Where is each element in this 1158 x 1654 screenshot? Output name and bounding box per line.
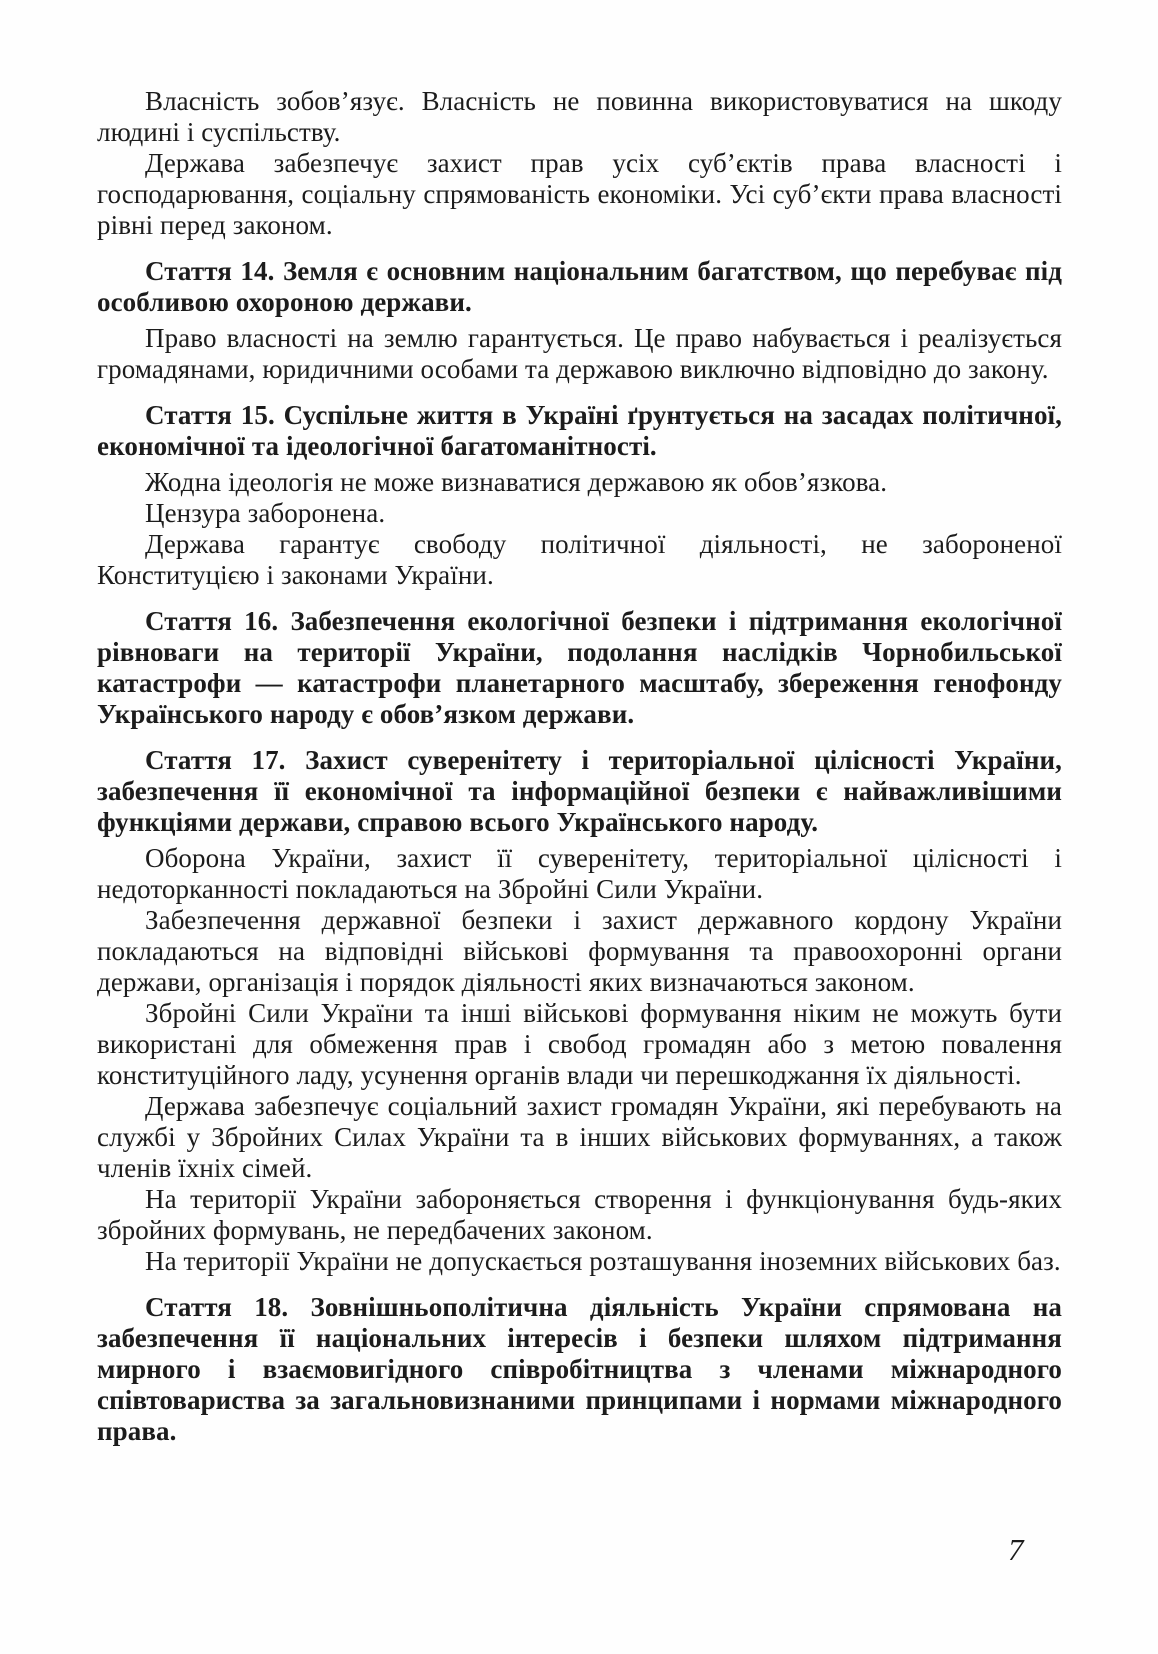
article-heading: Стаття 16. Забезпечення екологічної безпеки і підтримання екологічної рівноваги на території України, подолання наслідків Чорнобильської катастрофи — катастрофи планетарного масштабу, збереження генофонду Українського народу є обов’язком держави. [97, 606, 1062, 729]
body-paragraph: Право власності на землю гарантується. Це право набувається і реалізується громадянами, юридичними особами та державою виключно відповідно до закону. [97, 323, 1062, 384]
body-paragraph: Жодна ідеологія не може визнаватися державою як обов’язкова. [145, 467, 888, 497]
body-paragraph: На території України забороняється створення і функціонування будь-яких збройних формувань, не передбачених законом. [97, 1184, 1062, 1245]
text-column [97, 86, 1062, 1452]
body-paragraph: Оборона України, захист її суверенітету, територіальної цілісності і недоторканності покладаються на Збройні Сили України. [97, 843, 1062, 904]
article-heading: Стаття 15. Суспільне життя в Україні ґрунтується на засадах політичної, економічної та ідеологічної багатоманітності. [97, 400, 1062, 461]
body-paragraph: Власність зобов’язує. Власність не повинна використовуватися на шкоду людині і суспільству. [97, 86, 1062, 147]
body-paragraph: Держава забезпечує захист прав усіх суб’єктів права власності і господарювання, соціальну спрямованість економіки. Усі суб’єкти права власності рівні перед законом. [97, 148, 1062, 240]
article-heading: Стаття 17. Захист суверенітету і територіальної цілісності України, забезпечення її економічної та інформаційної безпеки є найважливішими функціями держави, справою всього Українського народу. [97, 745, 1062, 837]
body-paragraph: Забезпечення державної безпеки і захист державного кордону України покладаються на відповідні військові формування та правоохоронні органи держави, організація і порядок діяльності яких визначаються законом. [97, 905, 1062, 997]
article-heading: Стаття 14. Земля є основним національним багатством, що перебуває під особливою охороною держави. [97, 256, 1062, 317]
body-paragraph: На території України не допускається розташування іноземних військових баз. [145, 1246, 1061, 1276]
body-paragraph: Збройні Сили України та інші військові формування ніким не можуть бути використані для обмеження прав і свобод громадян або з метою повалення конституційного ладу, усунення органів влади чи перешкоджання їх діяльності. [97, 998, 1062, 1090]
page-number: 7 [1008, 1532, 1024, 1567]
article-heading: Стаття 18. Зовнішньополітична діяльність України спрямована на забезпечення її національних інтересів і безпеки шляхом підтримання мирного і взаємовигідного співробітництва з членами міжнародного співтовариства за загальновизнаними принципами і нормами міжнародного права. [97, 1292, 1062, 1446]
body-paragraph: Цензура заборонена. [145, 498, 386, 528]
body-paragraph: Держава гарантує свободу політичної діяльності, не забороненої Конституцією і законами України. [97, 529, 1062, 590]
body-paragraph: Держава забезпечує соціальний захист громадян України, які перебувають на службі у Збройних Силах України та в інших військових формуваннях, а також членів їхніх сімей. [97, 1091, 1062, 1183]
